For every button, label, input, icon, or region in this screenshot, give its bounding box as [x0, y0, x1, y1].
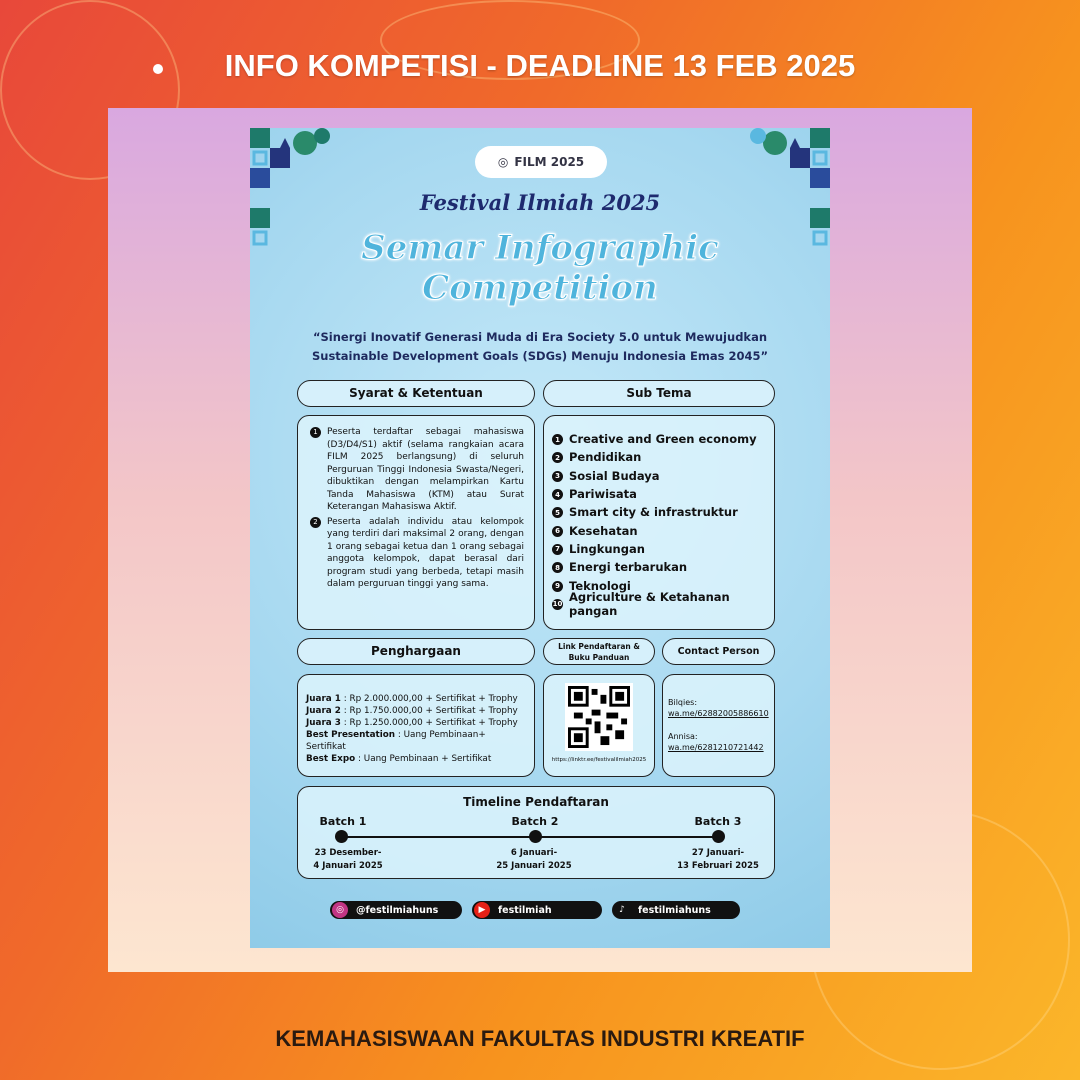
subtema-item: [552, 558, 766, 576]
social-handle: festilmiah: [498, 904, 552, 916]
social-handle: @festilmiahuns: [356, 904, 439, 916]
university-seal-icon: ◎: [497, 155, 509, 169]
prize-category: Juara 2: [306, 706, 341, 716]
penghargaan-heading: Penghargaan: [297, 638, 535, 665]
number-badge: 7: [552, 544, 563, 555]
subtema-item: [552, 589, 766, 618]
contact-link[interactable]: wa.me/62882005886610: [668, 709, 769, 718]
number-badge: 6: [552, 526, 563, 537]
subtema-item: [552, 448, 766, 466]
logo-text: FILM 2025: [514, 155, 585, 169]
subtema-text: Smart city & infrastruktur: [569, 505, 738, 520]
number-badge: 1: [552, 434, 563, 445]
youtube-icon: ▶: [474, 902, 490, 918]
number-badge: 1: [310, 427, 321, 438]
social-tiktok[interactable]: [612, 901, 740, 919]
prize-category: Juara 3: [306, 718, 341, 728]
prize-value: : Rp 1.250.000,00 + Sertifikat + Trophy: [340, 718, 518, 728]
prize-item: [306, 717, 526, 729]
subtema-text: Kesehatan: [569, 523, 638, 538]
qr-code-icon[interactable]: [565, 683, 633, 751]
number-badge: 8: [552, 562, 563, 573]
prize-category: Best Presentation: [306, 730, 396, 740]
prize-item: [306, 753, 526, 765]
timeline-heading: Timeline Pendaftaran: [463, 795, 609, 809]
subtema-text: Lingkungan: [569, 541, 645, 556]
link-heading: Link Pendaftaran & Buku Panduan: [543, 638, 655, 665]
competition-name-line1: Semar Infographic: [361, 228, 719, 268]
subtema-item: [552, 503, 766, 521]
competition-name-line2: Competition: [422, 268, 658, 308]
social-youtube[interactable]: [472, 901, 602, 919]
prize-category: Best Expo: [306, 754, 356, 764]
quote-line2: Sustainable Development Goals (SDGs) Menuju Indonesia Emas 2045”: [311, 349, 769, 363]
contact-link[interactable]: wa.me/6281210721442: [668, 743, 764, 752]
prize-item: [306, 705, 526, 717]
syarat-item: [310, 426, 524, 514]
subtema-text: Creative and Green economy: [569, 432, 757, 447]
number-badge: 10: [552, 600, 563, 609]
number-badge: 4: [552, 489, 563, 500]
subtema-text: Agriculture & Ketahanan pangan: [569, 589, 730, 618]
subtema-text: Pariwisata: [569, 487, 637, 502]
batch-dates: [668, 847, 768, 873]
subtema-text: Energi terbarukan: [569, 560, 688, 575]
batch-date-end: 25 Januari 2025: [496, 861, 572, 871]
subtema-text: Teknologi: [569, 578, 631, 593]
number-badge: 9: [552, 581, 563, 592]
timeline-dot: [712, 830, 725, 843]
prize-value: : Rp 2.000.000,00 + Sertifikat + Trophy: [340, 694, 518, 704]
competition-name: [250, 228, 830, 308]
contact-heading: Contact Person: [662, 638, 775, 665]
syarat-box: [297, 415, 535, 630]
batch-label: Batch 2: [511, 815, 559, 828]
social-handle: festilmiahuns: [638, 904, 711, 916]
timeline-dot: [335, 830, 348, 843]
footer-text: KEMAHASISWAAN FAKULTAS INDUSTRI KREATIF: [275, 1026, 805, 1051]
number-badge: 2: [310, 517, 321, 528]
syarat-item: [310, 516, 524, 591]
prize-value: : Uang Pembinaan + Sertifikat: [355, 754, 492, 764]
social-instagram[interactable]: [330, 901, 462, 919]
quote-line1: “Sinergi Inovatif Generasi Muda di Era Society 5.0 untuk Mewujudkan: [312, 330, 768, 344]
instagram-icon: ◎: [332, 902, 348, 918]
prize-value: : Rp 1.750.000,00 + Sertifikat + Trophy: [340, 706, 518, 716]
registration-url[interactable]: https://linktr.ee/festivalilmiah2025: [551, 757, 647, 763]
header-title: INFO KOMPETISI - DEADLINE 13 FEB 2025: [224, 48, 856, 83]
penghargaan-box: [297, 674, 535, 777]
prize-value: : Uang Pembinaan+ Sertifikat: [306, 730, 486, 752]
batch-label: Batch 3: [694, 815, 742, 828]
subtema-text: Pendidikan: [569, 450, 642, 465]
subtema-item: [552, 467, 766, 485]
batch-date-end: 4 Januari 2025: [313, 861, 383, 871]
batch-date-end: 13 Februari 2025: [677, 861, 759, 871]
prize-item: [306, 729, 526, 753]
subtema-item: [552, 430, 766, 448]
batch-date-start: 27 Januari-: [691, 848, 745, 858]
subtema-heading: Sub Tema: [543, 380, 775, 407]
contact-box: [662, 674, 775, 777]
batch-dates: [484, 847, 584, 873]
syarat-text: Peserta terdaftar sebagai mahasiswa (D3/D4/S1) aktif (selama rangkaian acara FILM 2025 berlangsung) di seluruh Perguruan Tinggi Indonesia Swasta/Negeri, dibuktikan dengan melampirkan Kartu Tanda Mahasiswa (KTM) atau Surat Keterangan Mahasiswa Aktif.: [327, 427, 524, 512]
subtema-text: Sosial Budaya: [569, 468, 660, 483]
number-badge: 5: [552, 507, 563, 518]
batch-dates: [298, 847, 398, 873]
subtema-box: [543, 415, 775, 630]
event-logo: [475, 146, 607, 178]
contact-name: Annisa:: [668, 732, 698, 741]
syarat-text: Peserta adalah individu atau kelompok yang terdiri dari maksimal 2 orang, dengan 1 orang sebagai ketua dan 1 orang sebagai anggota kelompok, dapat berasal dari program studi yang berbeda, tetapi masih dalam perguruan tinggi yang sama.: [327, 516, 524, 589]
contact-name: Bilqies:: [668, 698, 698, 707]
batch-date-start: 6 Januari-: [510, 848, 558, 858]
theme-quote: [250, 328, 830, 366]
subtema-item: [552, 485, 766, 503]
syarat-heading: Syarat & Ketentuan: [297, 380, 535, 407]
batch-date-start: 23 Desember-: [314, 848, 382, 858]
prize-category: Juara 1: [306, 694, 341, 704]
registration-link-box: [543, 674, 655, 777]
prize-item: [306, 693, 526, 705]
timeline-dot: [529, 830, 542, 843]
subtema-item: [552, 540, 766, 558]
timeline-box: [297, 786, 775, 879]
number-badge: 2: [552, 452, 563, 463]
competition-poster: [250, 128, 830, 948]
subtema-item: [552, 521, 766, 539]
batch-label: Batch 1: [319, 815, 367, 828]
number-badge: 3: [552, 471, 563, 482]
tiktok-icon: ♪: [614, 902, 630, 918]
poster-title: Festival Ilmiah 2025: [419, 190, 661, 215]
